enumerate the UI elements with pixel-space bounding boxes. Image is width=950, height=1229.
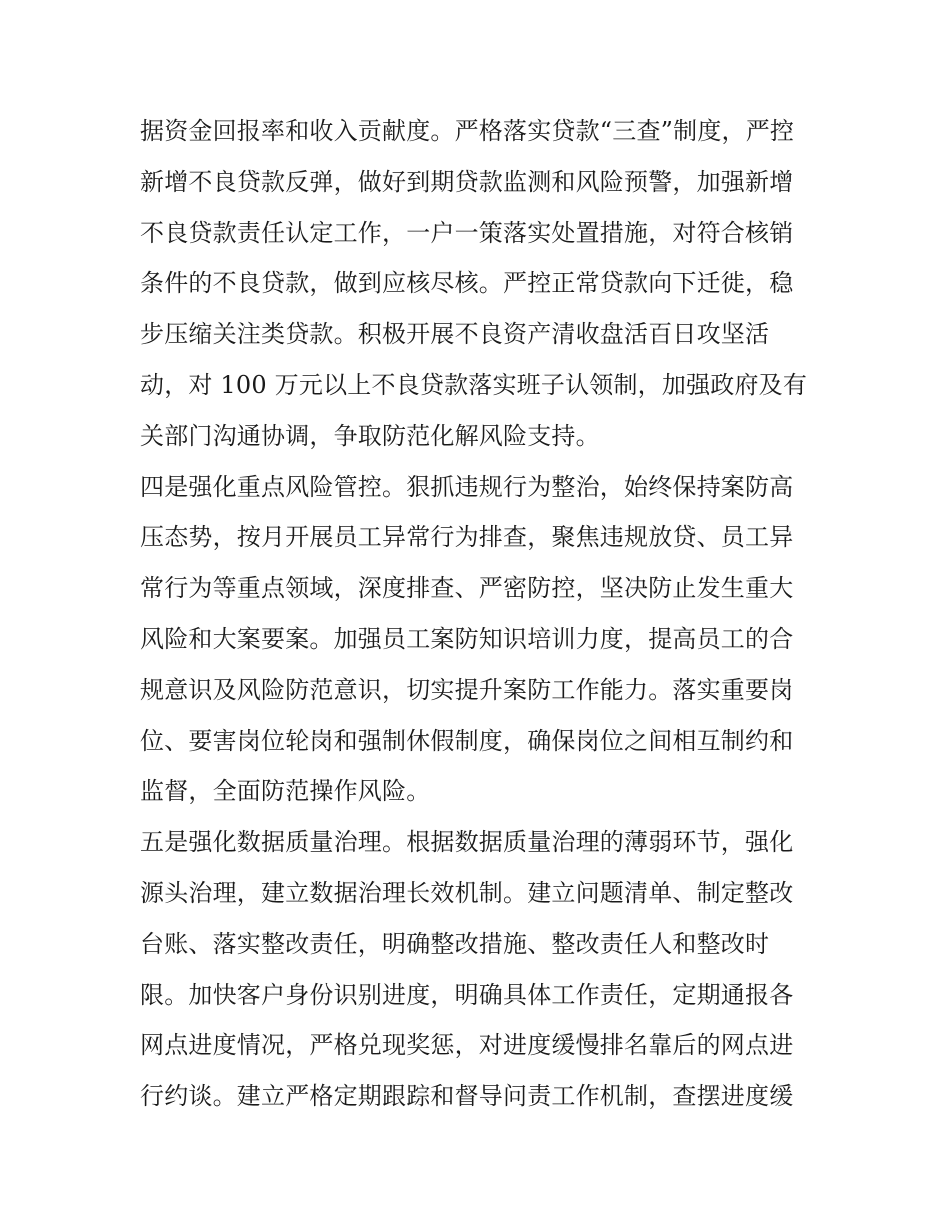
text-line: 限。加快客户身份识别进度，明确具体工作责任，定期通报各 [140, 980, 794, 1009]
text-line: 四是强化重点风险管控。狠抓违规行为整治，始终保持案防高 [140, 472, 794, 501]
text-line: 条件的不良贷款，做到应核尽核。严控正常贷款向下迁徙，稳 [140, 269, 794, 298]
text-line: 行约谈。建立严格定期跟踪和督导问责工作机制，查摆进度缓 [140, 1082, 794, 1111]
text-line: 步压缩关注类贷款。积极开展不良资产清收盘活百日攻坚活 [140, 320, 770, 349]
text-line: 监督，全面防范操作风险。 [140, 777, 431, 806]
text-line: 动，对 100 万元以上不良贷款落实班子认领制，加强政府及有 [140, 370, 808, 399]
body-text [140, 106, 820, 1122]
text-line: 风险和大案要案。加强员工案防知识培训力度，提高员工的合 [140, 624, 794, 653]
text-line: 常行为等重点领域，深度排查、严密防控，坚决防止发生重大 [140, 574, 794, 603]
text-line: 关部门沟通协调，争取防范化解风险支持。 [140, 421, 600, 450]
text-line: 五是强化数据质量治理。根据数据质量治理的薄弱环节，强化 [140, 828, 794, 857]
text-line: 规意识及风险防范意识，切实提升案防工作能力。落实重要岗 [140, 675, 794, 704]
text-line: 位、要害岗位轮岗和强制休假制度，确保岗位之间相互制约和 [140, 726, 794, 755]
text-line: 台账、落实整改责任，明确整改措施、整改责任人和整改时 [140, 929, 770, 958]
text-line: 不良贷款责任认定工作，一户一策落实处置措施，对符合核销 [140, 218, 794, 247]
text-line: 压态势，按月开展员工异常行为排查，聚焦违规放贷、员工异 [140, 523, 794, 552]
text-line: 源头治理，建立数据治理长效机制。建立问题清单、制定整改 [140, 878, 794, 907]
text-line: 新增不良贷款反弹，做好到期贷款监测和风险预警，加强新增 [140, 167, 794, 196]
text-line: 据资金回报率和收入贡献度。严格落实贷款“三查”制度，严控 [140, 117, 795, 145]
text-line: 网点进度情况，严格兑现奖惩，对进度缓慢排名靠后的网点进 [140, 1031, 794, 1060]
